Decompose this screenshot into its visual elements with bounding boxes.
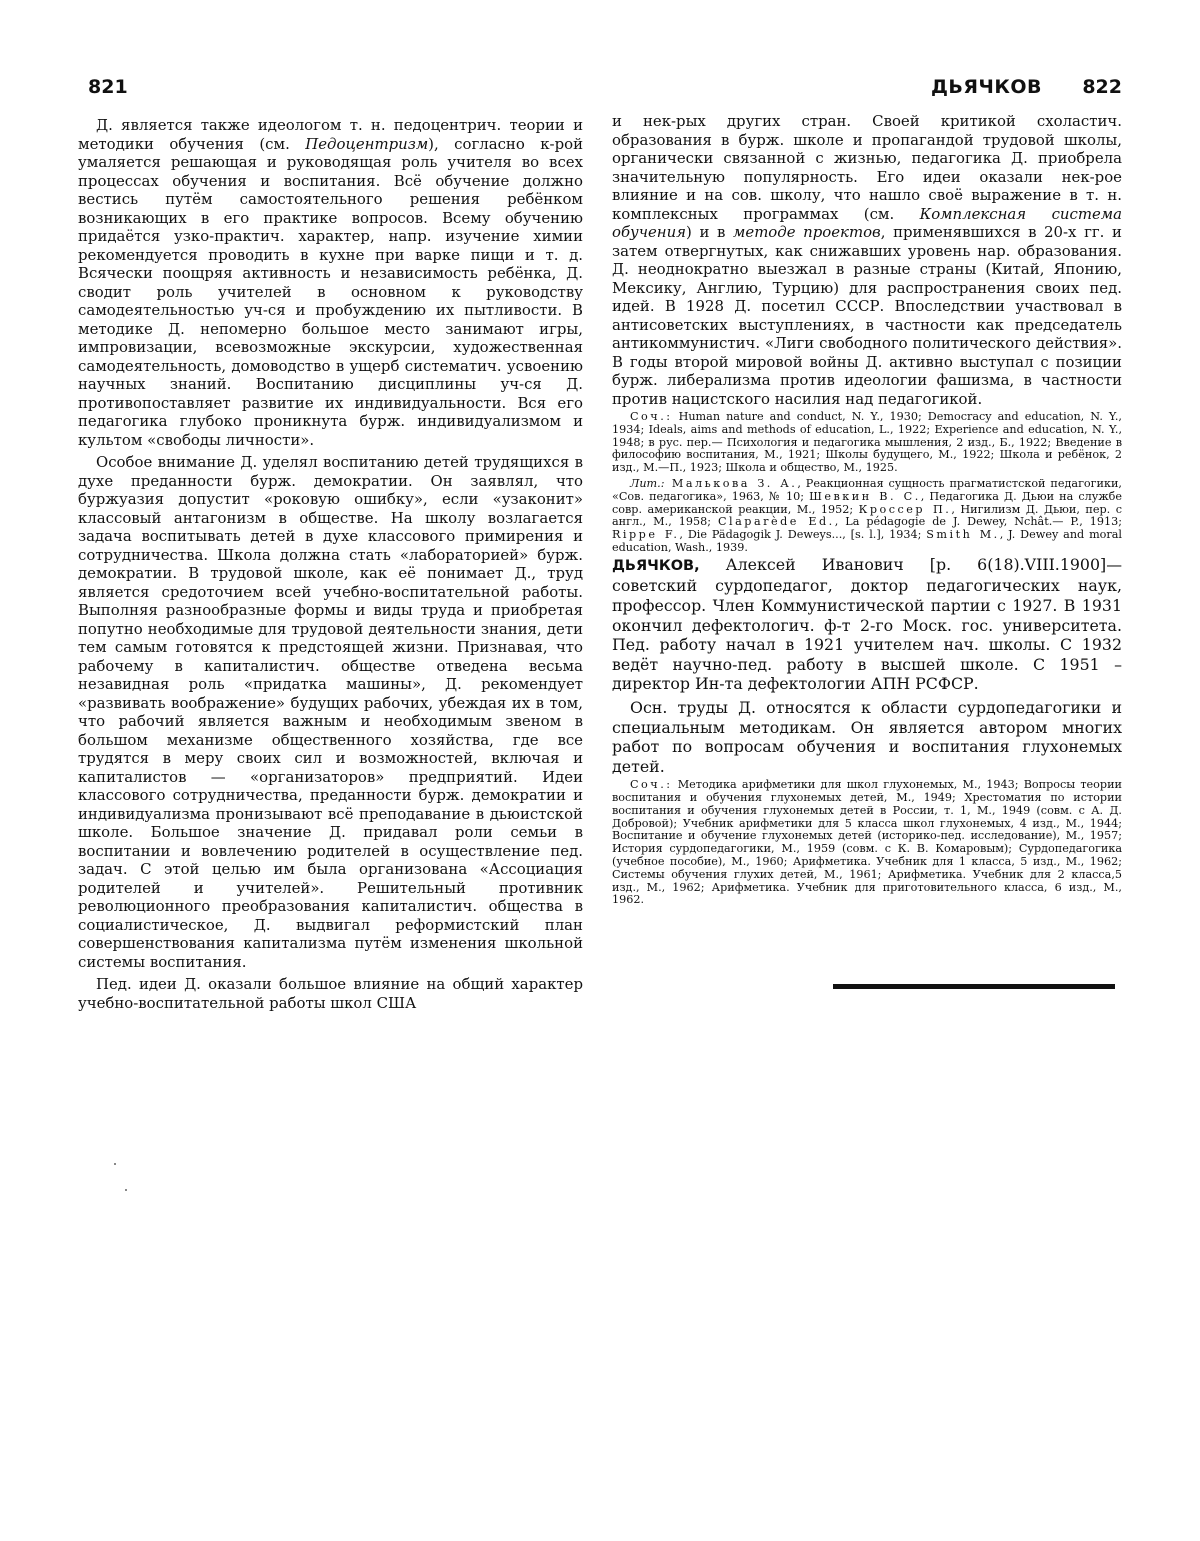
end-rule [833,984,1115,989]
works-label: Соч.: [630,778,673,792]
entry-headword: ДЬЯЧКОВ, [612,557,700,574]
works-text: Методика арифметики для школ глухонемых, М., 1943; Вопросы теории воспитания и обучения глухонемых детей, М., 1949; Хрестоматия по истории воспитания и обучения глухонемых детей в России, т. 1, М., 1949 (совм. с А. Д. Добровой); Учебник арифметики для 5 класса школ глухонемых, 4 изд., М., 1944; Воспитание и обучение глухонемых детей (историко-пед. исследование), М., 1957; История сурдопедагогики, М., 1959 (совм. с К. В. Комаровым); Сурдопедагогика (учебное пособие), М., 1960; Арифметика. Учебник для 1 класса, 5 изд., М., 1962; Системы обучения глухих детей, М., 1961; Арифметика. Учебник для 2 класса,5 изд., М., 1962; Арифметика. Учебник для приготовительного класса, 6 изд., М., 1962. [612,778,1122,907]
left-column [78,112,583,1012]
author-name: Шевкин В. С. [809,489,921,503]
cross-reference: Комплексная система обучения [612,204,1123,241]
running-title: ДЬЯЧКОВ [930,76,1042,98]
left-paragraph-2: Особое внимание Д. уделял воспитанию детей трудящихся в духе преданности бурж. демократии. Он заявлял, что буржуазия допустит «роковую ошибку», если «узаконит» классовый антагонизм в обществе. На школу возлагается задача воспитывать детей в духе классового примирения и сотрудничества. Школа должна стать «лабораторией» бурж. демократии. В трудовой школе, как её понимает Д., труд является средоточием всей учебно-воспитательной работы. Выполняя разнообразные формы и виды труда и приобретая попутно необходимые для трудовой деятельности знания, дети тем самым готовятся к предстоящей жизни. Признавая, что рабочему в капиталистич. обществе отведена весьма незавидная роль «придатка машины», Д. рекомендует «развивать воображение» будущих рабочих, убеждая их в том, что рабочий является важным и необходимым звеном в большом механизме общественного хозяйства, где все трудятся в меру своих сил и возможностей, включая и капиталистов — «организаторов» предприятий. Идеи классового сотрудничества, преданности бурж. демократии и индивидуализма пронизывают всё преподавание в дьюистской школе. Большое значение Д. придавал роли семьи в воспитании и вовлечению родителей в осуществление пед. задач. С этой целью им была организована «Ассоциация родителей и учителей». Решительный противник революционного преобразования капиталистич. общества в социалистическое, Д. выдвигал реформистский план совершенствования капитализма путём изменения школьной системы воспитания. [78,453,583,971]
works-list-dyachkov [612,779,1122,907]
entry-dyachkov [612,555,1122,694]
text-run: , применявшихся в 20-х гг. и затем отвергнутых, как снижавших уровень нар. образования. Д. неоднократно выезжал в разные страны (Китай, Японию, Мексику, Англию, Турцию) для распространения своих пед. идей. В 1928 Д. посетил СССР. Впоследствии участвовал в антисоветских выступлениях, в частности как председатель антикоммунистич. «Лиги свободного политического действия». В годы второй мировой войны Д. активно выступал с позиции бурж. либерализма против идеологии фашизма, в частности против нацистского насилия над педагогикой. [612,223,1122,408]
works-text: Human nature and conduct, N. Y., 1930; Democracy and education, N. Y., 1934; Ideals, aims and methods of education, L., 1922; Experience and education, N. Y., 1948; в рус. пер.— Психология и педагогика мышления, 2 изд., Б., 1922; Введение в философию воспитания, М., 1921; Школы будущего, М., 1922; Школа и ребёнок, 2 изд., М.—П., 1923; Школа и общество, М., 1925. [612,410,1122,475]
page-number-left: 821 [88,76,128,98]
right-paragraph-3: Осн. труды Д. относятся к области сурдопедагогики и специальным методикам. Он является автором многих работ по вопросам обучения и воспитания глухонемых детей. [612,697,1122,776]
text-run: Алексей Иванович [р. 6(18).VIII.1900]— советский сурдопедагог, доктор педагогических наук, профессор. Член Коммунистической партии с 1927. В 1931 окончил дефектологич. ф-т 2-го Моск. гос. университета. Пед. работу начал в 1921 учителем нач. школы. С 1932 ведёт научно-пед. работу в высшей школе. С 1951 – директор Ин-та дефектологии АПН РСФСР. [612,554,1122,694]
scan-speck [114,1163,116,1165]
text-run: ) и в [686,223,734,241]
author-name: Rippe F. [612,528,680,542]
literature-label: Лит.: [630,476,665,490]
text-run: , Педагогика Д. Дьюи на службе совр. американской реакции, М., 1952; [612,489,1122,516]
text-run: , Die Pädagogik J. Deweys..., [s. l.], 1934; [679,528,927,542]
right-column [612,112,1122,907]
right-paragraph-1 [612,112,1122,408]
left-paragraph-3: Пед. идеи Д. оказали большое влияние на общий характер учебно-воспитательной работы школ США [78,975,583,1012]
text-run: , La pédagogie de J. Dewey, Nchât.— P., 1913; [834,515,1123,529]
literature-list-dewey [612,478,1122,555]
scan-speck [125,1189,127,1191]
text-run: , Нигилизм Д. Дьюи, пер. с англ., М., 1958; [612,502,1122,529]
author-name: Кроссер П. [858,502,952,516]
author-name: Claparède Ed. [717,515,835,529]
text-run: ), согласно к-рой умаляется решающая и руководящая роль учителя во всех процессах обучения и воспитания. Всё обучение должно вестись путём самостоятельного решения ребёнком возникающих в его практике вопросов. Всему обучению придаётся узко-практич. характер, напр. изучение химии рекомендуется проводить в кухне при варке пищи и т. д. Всячески поощряя активность и независимость ребёнка, Д. сводит роль учителей в основном к руководству самодеятельностью уч-ся и пробуждению их пытливости. В методике Д. непомерно большое место занимают игры, импровизации, всевозможные экскурсии, художественная самодеятельность, домоводство в ущерб систематич. усвоению научных знаний. Воспитанию дисциплины уч-ся Д. противопоставляет развитие их индивидуальности. Вся его педагогика глубоко проникнута бурж. индивидуализмом и культом «свободы личности». [78,134,583,449]
works-label: Соч.: [630,410,673,423]
author-name: Малькова З. А. [664,476,798,490]
cross-reference: методе проектов [733,223,881,241]
author-name: Smith M. [926,528,1000,542]
text-run: , Реакционная сущность прагматистской педагогики, «Сов. педагогика», 1963, № 10; [612,476,1122,503]
text-run: Д. является также идеологом т. н. педоцентрич. теории и методики обучения (см. [78,116,583,153]
page-header [88,76,1122,106]
text-run: , J. Dewey and moral education, Wash., 1939. [612,528,1123,554]
left-paragraph-1 [78,116,583,449]
cross-reference: Педоцентризм [305,134,429,153]
page-number-right: 822 [1082,76,1122,98]
text-run: и нек-рых других стран. Своей критикой схоластич. образования в бурж. школе и пропагандой трудовой школы, органически связанной с жизнью, педагогика Д. приобрела значительную популярность. Его идеи оказали нек-рое влияние и на сов. школу, что нашло своё выражение в т. н. комплексных программах (см. [612,112,1122,223]
works-list-dewey [612,411,1122,475]
